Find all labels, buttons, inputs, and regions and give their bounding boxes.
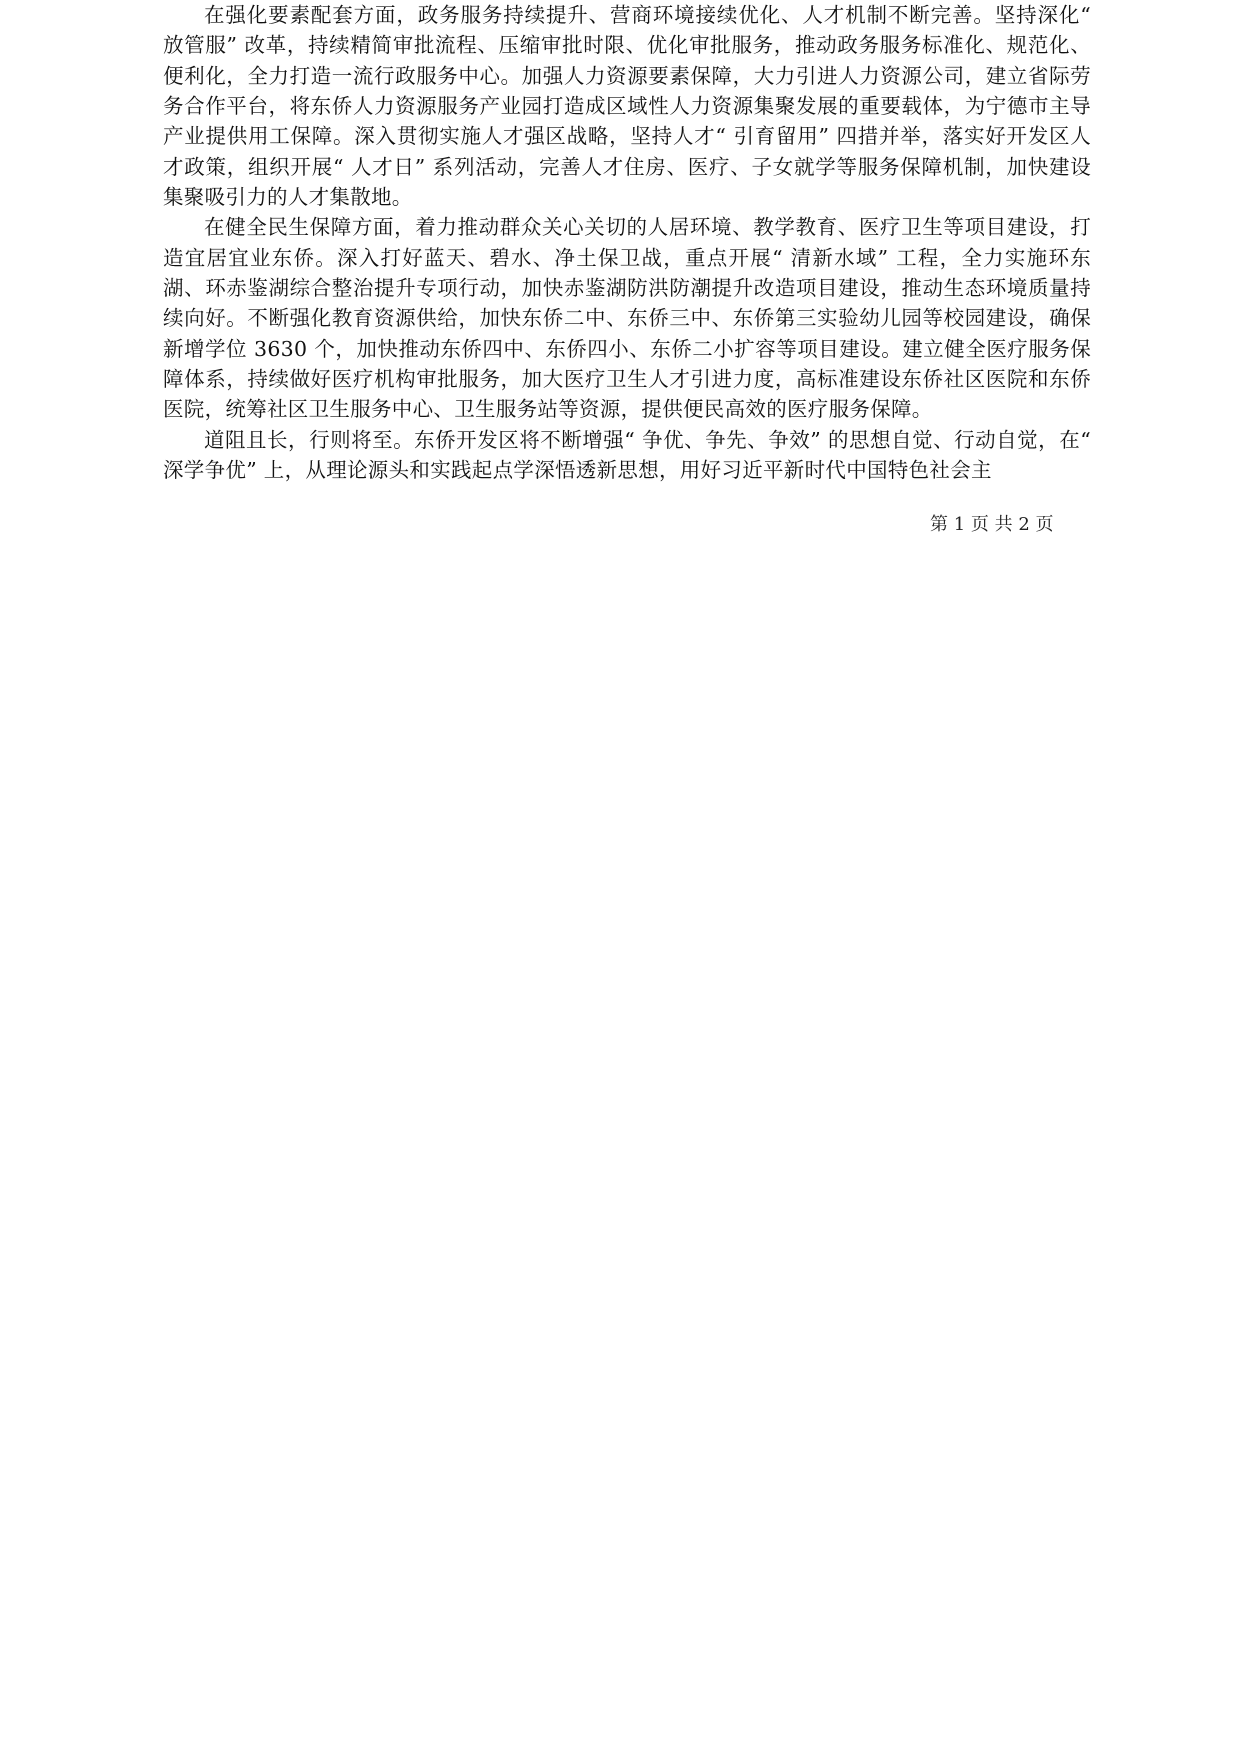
paragraph-conclusion: 道阻且长，行则将至。东侨开发区将不断增强“ 争优、争先、争效” 的思想自觉、行动自觉，在“ 深学争优” 上，从理论源头和实践起点学深悟透新思想，用好习近平新时代中国特色社会主	[163, 427, 1091, 483]
paragraph-livelihood: 在健全民生保障方面，着力推动群众关心关切的人居环境、教学教育、医疗卫生等项目建设，打造宜居宜业东侨。深入打好蓝天、碧水、净土保卫战，重点开展“ 清新水域” 工程，全力实施环东湖、环赤鉴湖综合整治提升专项行动，加快赤鉴湖防洪防潮提升改造项目建设，推动生态环境质量持续向好。不断强化教育资源供给，加快东侨二中、东侨三中、东侨第三实验幼儿园等校园建设，确保新增学位 3630 个，加快推动东侨四中、东侨四小、东侨二小扩容等项目建设。建立健全医疗服务保障体系，持续做好医疗机构审批服务，加大医疗卫生人才引进力度，高标准建设东侨社区医院和东侨医院，统筹社区卫生服务中心、卫生服务站等资源，提供便民高效的医疗服务保障。	[163, 215, 1091, 422]
paragraph-factor-support: 在强化要素配套方面，政务服务持续提升、营商环境接续优化、人才机制不断完善。坚持深化“ 放管服” 改革，持续精简审批流程、压缩审批时限、优化审批服务，推动政务服务标准化、规范化、便利化，全力打造一流行政服务中心。加强人力资源要素保障，大力引进人力资源公司，建立省际劳务合作平台，将东侨人力资源服务产业园打造成区域性人力资源集聚发展的重要载体，为宁德市主导产业提供用工保障。深入贯彻实施人才强区战略，坚持人才“ 引育留用” 四措并举，落实好开发区人才政策，组织开展“ 人才日” 系列活动，完善人才住房、医疗、子女就学等服务保障机制，加快建设集聚吸引力的人才集散地。	[163, 3, 1091, 210]
page-number-footer: 第 1 页 共 2 页	[930, 514, 1054, 535]
document-body	[163, 0, 1091, 484]
